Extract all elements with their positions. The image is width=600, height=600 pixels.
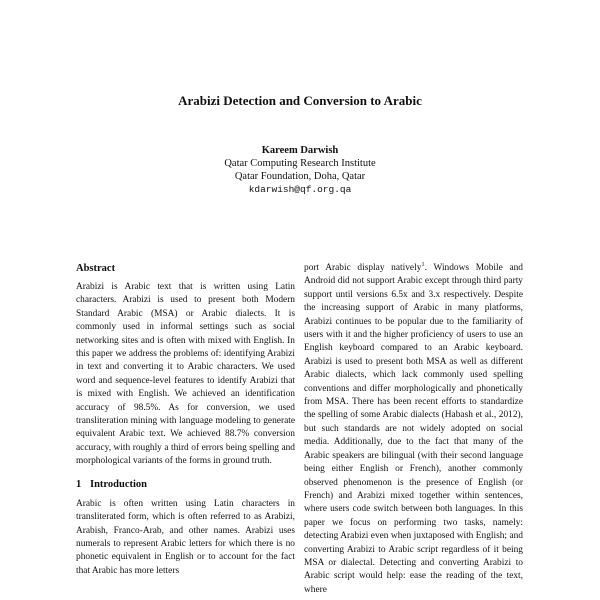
abstract-text: Arabizi is Arabic text that is written using Latin characters. Arabizi is used to present both Modern Standard Arabic (MSA) or Arabic dialects. It is commonly used in informal settings such as social networking sites and is often with mixed with English. In this paper we address the problems of: identifying Arabizi in text and converting it to Arabic characters. We used word and sequence-level features to identify Arabizi that is mixed with English. We achieved an identification accuracy of 98.5%. As for conversion, we used transliteration mining with language modeling to generate equivalent Arabic text. We achieved 88.7% conversion accuracy, with roughly a third of errors being spelling and morphological variants of the forms in ground truth. xyxy=(76,282,295,467)
author-name: Kareem Darwish xyxy=(261,145,339,156)
author-organization: Qatar Foundation, Doha, Qatar xyxy=(234,171,366,182)
text-before-footnote: port Arabic display natively xyxy=(304,263,422,273)
right-column xyxy=(304,262,523,597)
introduction-heading xyxy=(76,478,295,492)
introduction-text: Arabic is often written using Latin characters in transliterated form, which is often referred to as Arabizi, Arabish, Franco-Arab, and other names. Arabizi uses numerals to represent Arabic letters for which there is no phonetic equivalent in English or to account for the fact that Arabic has more letters xyxy=(76,498,295,576)
author-affiliation: Qatar Computing Research Institute xyxy=(224,158,376,169)
section-number: 1 xyxy=(76,478,82,490)
paper-title: Arabizi Detection and Conversion to Arabic xyxy=(178,93,422,108)
abstract-heading: Abstract xyxy=(76,263,116,274)
author-block xyxy=(0,144,600,196)
author-email: kdarwish@qf.org.qa xyxy=(248,184,352,195)
section-title: Introduction xyxy=(90,478,147,490)
right-column-text xyxy=(304,262,523,597)
text-after-footnote: . Windows Mobile and Android did not support Arabic except through third party support until versions 6.5x and 3.x respectively. Despite the increasing support of Arabic in many platforms, Arabizi continues to be popular due to the familiarity of users with it and the higher proficiency of users to use an English keyboard compared to an Arabic keyboard. Arabizi is used to present both MSA as well as different Arabic dialects, which lack commonly used spelling conventions and differ morphologically and phonetically from MSA. There has been recent efforts to standardize the spelling of some Arabic dialects (Habash et al., 2012), but such standards are not widely adopted on social media. Additionally, due to the fact that many of the Arabic speakers are bilingual (with their second language being either English or French), another commonly observed phenomenon is the presence of English (or French) and Arabizi mixed together within sentences, where users code switch between both languages. In this paper we focus on performing two tasks, namely: detecting Arabizi even when juxtaposed with English; and converting Arabizi to Arabic script regardless of it being MSA or dialectal. Detecting and converting Arabizi to Arabic script would help: ease the reading of the text, where xyxy=(304,263,523,595)
left-column xyxy=(76,262,295,578)
footnote-marker: 1 xyxy=(421,260,425,268)
